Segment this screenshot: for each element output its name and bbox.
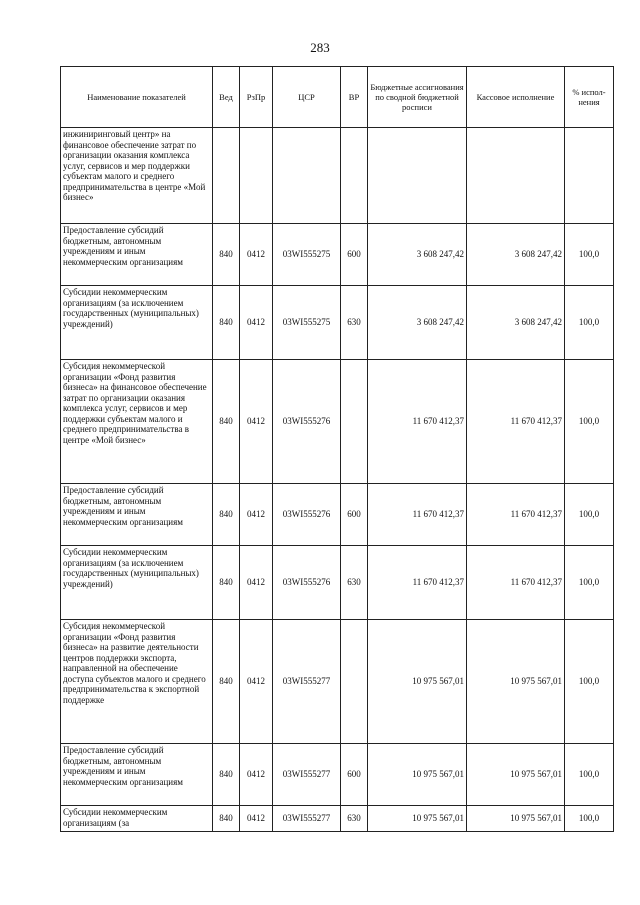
row-pct: 100,0 [565, 224, 614, 286]
row-pct: 100,0 [565, 360, 614, 484]
row-pct: 100,0 [565, 286, 614, 360]
table-row [61, 224, 614, 286]
row-rzpr: 0412 [240, 546, 273, 620]
row-rzpr: 0412 [240, 360, 273, 484]
budget-execution-table [60, 66, 614, 832]
row-assign: 11 670 412,37 [368, 360, 467, 484]
table-row [61, 484, 614, 546]
page-number: 283 [310, 40, 330, 55]
header-execution-percent: % испол-нения [565, 67, 614, 128]
row-pct: 100,0 [565, 546, 614, 620]
row-cash: 11 670 412,37 [467, 546, 565, 620]
row-name: Субсидии некоммерческим организациям (за исключением государственных (муниципальных) учреждений) [61, 286, 213, 360]
row-vr: 600 [341, 484, 368, 546]
row-assign: 11 670 412,37 [368, 546, 467, 620]
row-pct [565, 128, 614, 224]
header-vr: ВР [341, 67, 368, 128]
row-vr [341, 620, 368, 744]
row-csr: 03WI555275 [273, 286, 341, 360]
header-ved: Вед [213, 67, 240, 128]
row-assign: 10 975 567,01 [368, 806, 467, 832]
row-assign: 10 975 567,01 [368, 620, 467, 744]
row-name: Предоставление субсидий бюджетным, автономным учреждениям и иным некоммерческим организациям [61, 224, 213, 286]
row-name: Предоставление субсидий бюджетным, автономным учреждениям и иным некоммерческим организациям [61, 484, 213, 546]
row-assign [368, 128, 467, 224]
row-assign: 11 670 412,37 [368, 484, 467, 546]
table-row [61, 128, 614, 224]
row-name: Субсидии некоммерческим организациям (за исключением государственных (муниципальных) учреждений) [61, 546, 213, 620]
row-pct: 100,0 [565, 744, 614, 806]
table-row [61, 620, 614, 744]
row-rzpr: 0412 [240, 484, 273, 546]
row-vr: 630 [341, 806, 368, 832]
row-csr: 03WI555277 [273, 620, 341, 744]
row-vr: 630 [341, 286, 368, 360]
row-name: Субсидия некоммерческой организации «Фонд развития бизнеса» на развитие деятельности центров поддержки экспорта, направленной на обеспечение доступа субъектов малого и среднего предпринимательства к экспортной поддержке [61, 620, 213, 744]
row-assign: 3 608 247,42 [368, 224, 467, 286]
row-ved: 840 [213, 744, 240, 806]
row-csr [273, 128, 341, 224]
row-rzpr: 0412 [240, 620, 273, 744]
row-assign: 3 608 247,42 [368, 286, 467, 360]
row-vr: 630 [341, 546, 368, 620]
row-ved: 840 [213, 360, 240, 484]
row-ved: 840 [213, 286, 240, 360]
header-name: Наименование показателей [61, 67, 213, 128]
table-row [61, 744, 614, 806]
row-csr: 03WI555276 [273, 484, 341, 546]
row-name: Предоставление субсидий бюджетным, автономным учреждениям и иным некоммерческим организациям [61, 744, 213, 806]
row-name: Субсидия некоммерческой организации «Фонд развития бизнеса» на финансовое обеспечение затрат по организации оказания комплекса услуг, сервисов и мер поддержки субъектам малого и среднего предпринимательства в центре «Мой бизнес» [61, 360, 213, 484]
table-row [61, 546, 614, 620]
row-csr: 03WI555277 [273, 806, 341, 832]
row-ved [213, 128, 240, 224]
header-budget-assignments: Бюджетные ассигнования по сводной бюджетной росписи [368, 67, 467, 128]
row-rzpr: 0412 [240, 286, 273, 360]
row-cash: 11 670 412,37 [467, 360, 565, 484]
row-pct: 100,0 [565, 806, 614, 832]
table-row [61, 360, 614, 484]
row-cash: 3 608 247,42 [467, 286, 565, 360]
row-vr: 600 [341, 224, 368, 286]
row-ved: 840 [213, 620, 240, 744]
row-pct: 100,0 [565, 484, 614, 546]
row-assign: 10 975 567,01 [368, 744, 467, 806]
table-row [61, 286, 614, 360]
row-csr: 03WI555276 [273, 546, 341, 620]
row-cash: 10 975 567,01 [467, 744, 565, 806]
header-rzpr: РзПр [240, 67, 273, 128]
header-cash-execution: Кассовое исполнение [467, 67, 565, 128]
row-vr [341, 128, 368, 224]
row-rzpr [240, 128, 273, 224]
row-rzpr: 0412 [240, 806, 273, 832]
row-cash: 10 975 567,01 [467, 620, 565, 744]
row-name: инжиниринговый центр» на финансовое обеспечение затрат по организации оказания комплекса услуг, сервисов и мер поддержки субъектам малого и среднего предпринимательства в центре «Мой бизнес» [61, 128, 213, 224]
row-cash [467, 128, 565, 224]
row-cash: 11 670 412,37 [467, 484, 565, 546]
row-vr [341, 360, 368, 484]
row-cash: 10 975 567,01 [467, 806, 565, 832]
row-ved: 840 [213, 806, 240, 832]
row-vr: 600 [341, 744, 368, 806]
row-rzpr: 0412 [240, 744, 273, 806]
row-rzpr: 0412 [240, 224, 273, 286]
row-csr: 03WI555275 [273, 224, 341, 286]
row-name: Субсидии некоммерческим организациям (за [61, 806, 213, 832]
row-ved: 840 [213, 224, 240, 286]
table-header-row [61, 67, 614, 128]
row-ved: 840 [213, 484, 240, 546]
row-csr: 03WI555277 [273, 744, 341, 806]
row-csr: 03WI555276 [273, 360, 341, 484]
table-row [61, 806, 614, 832]
row-pct: 100,0 [565, 620, 614, 744]
row-ved: 840 [213, 546, 240, 620]
header-csr: ЦСР [273, 67, 341, 128]
row-cash: 3 608 247,42 [467, 224, 565, 286]
